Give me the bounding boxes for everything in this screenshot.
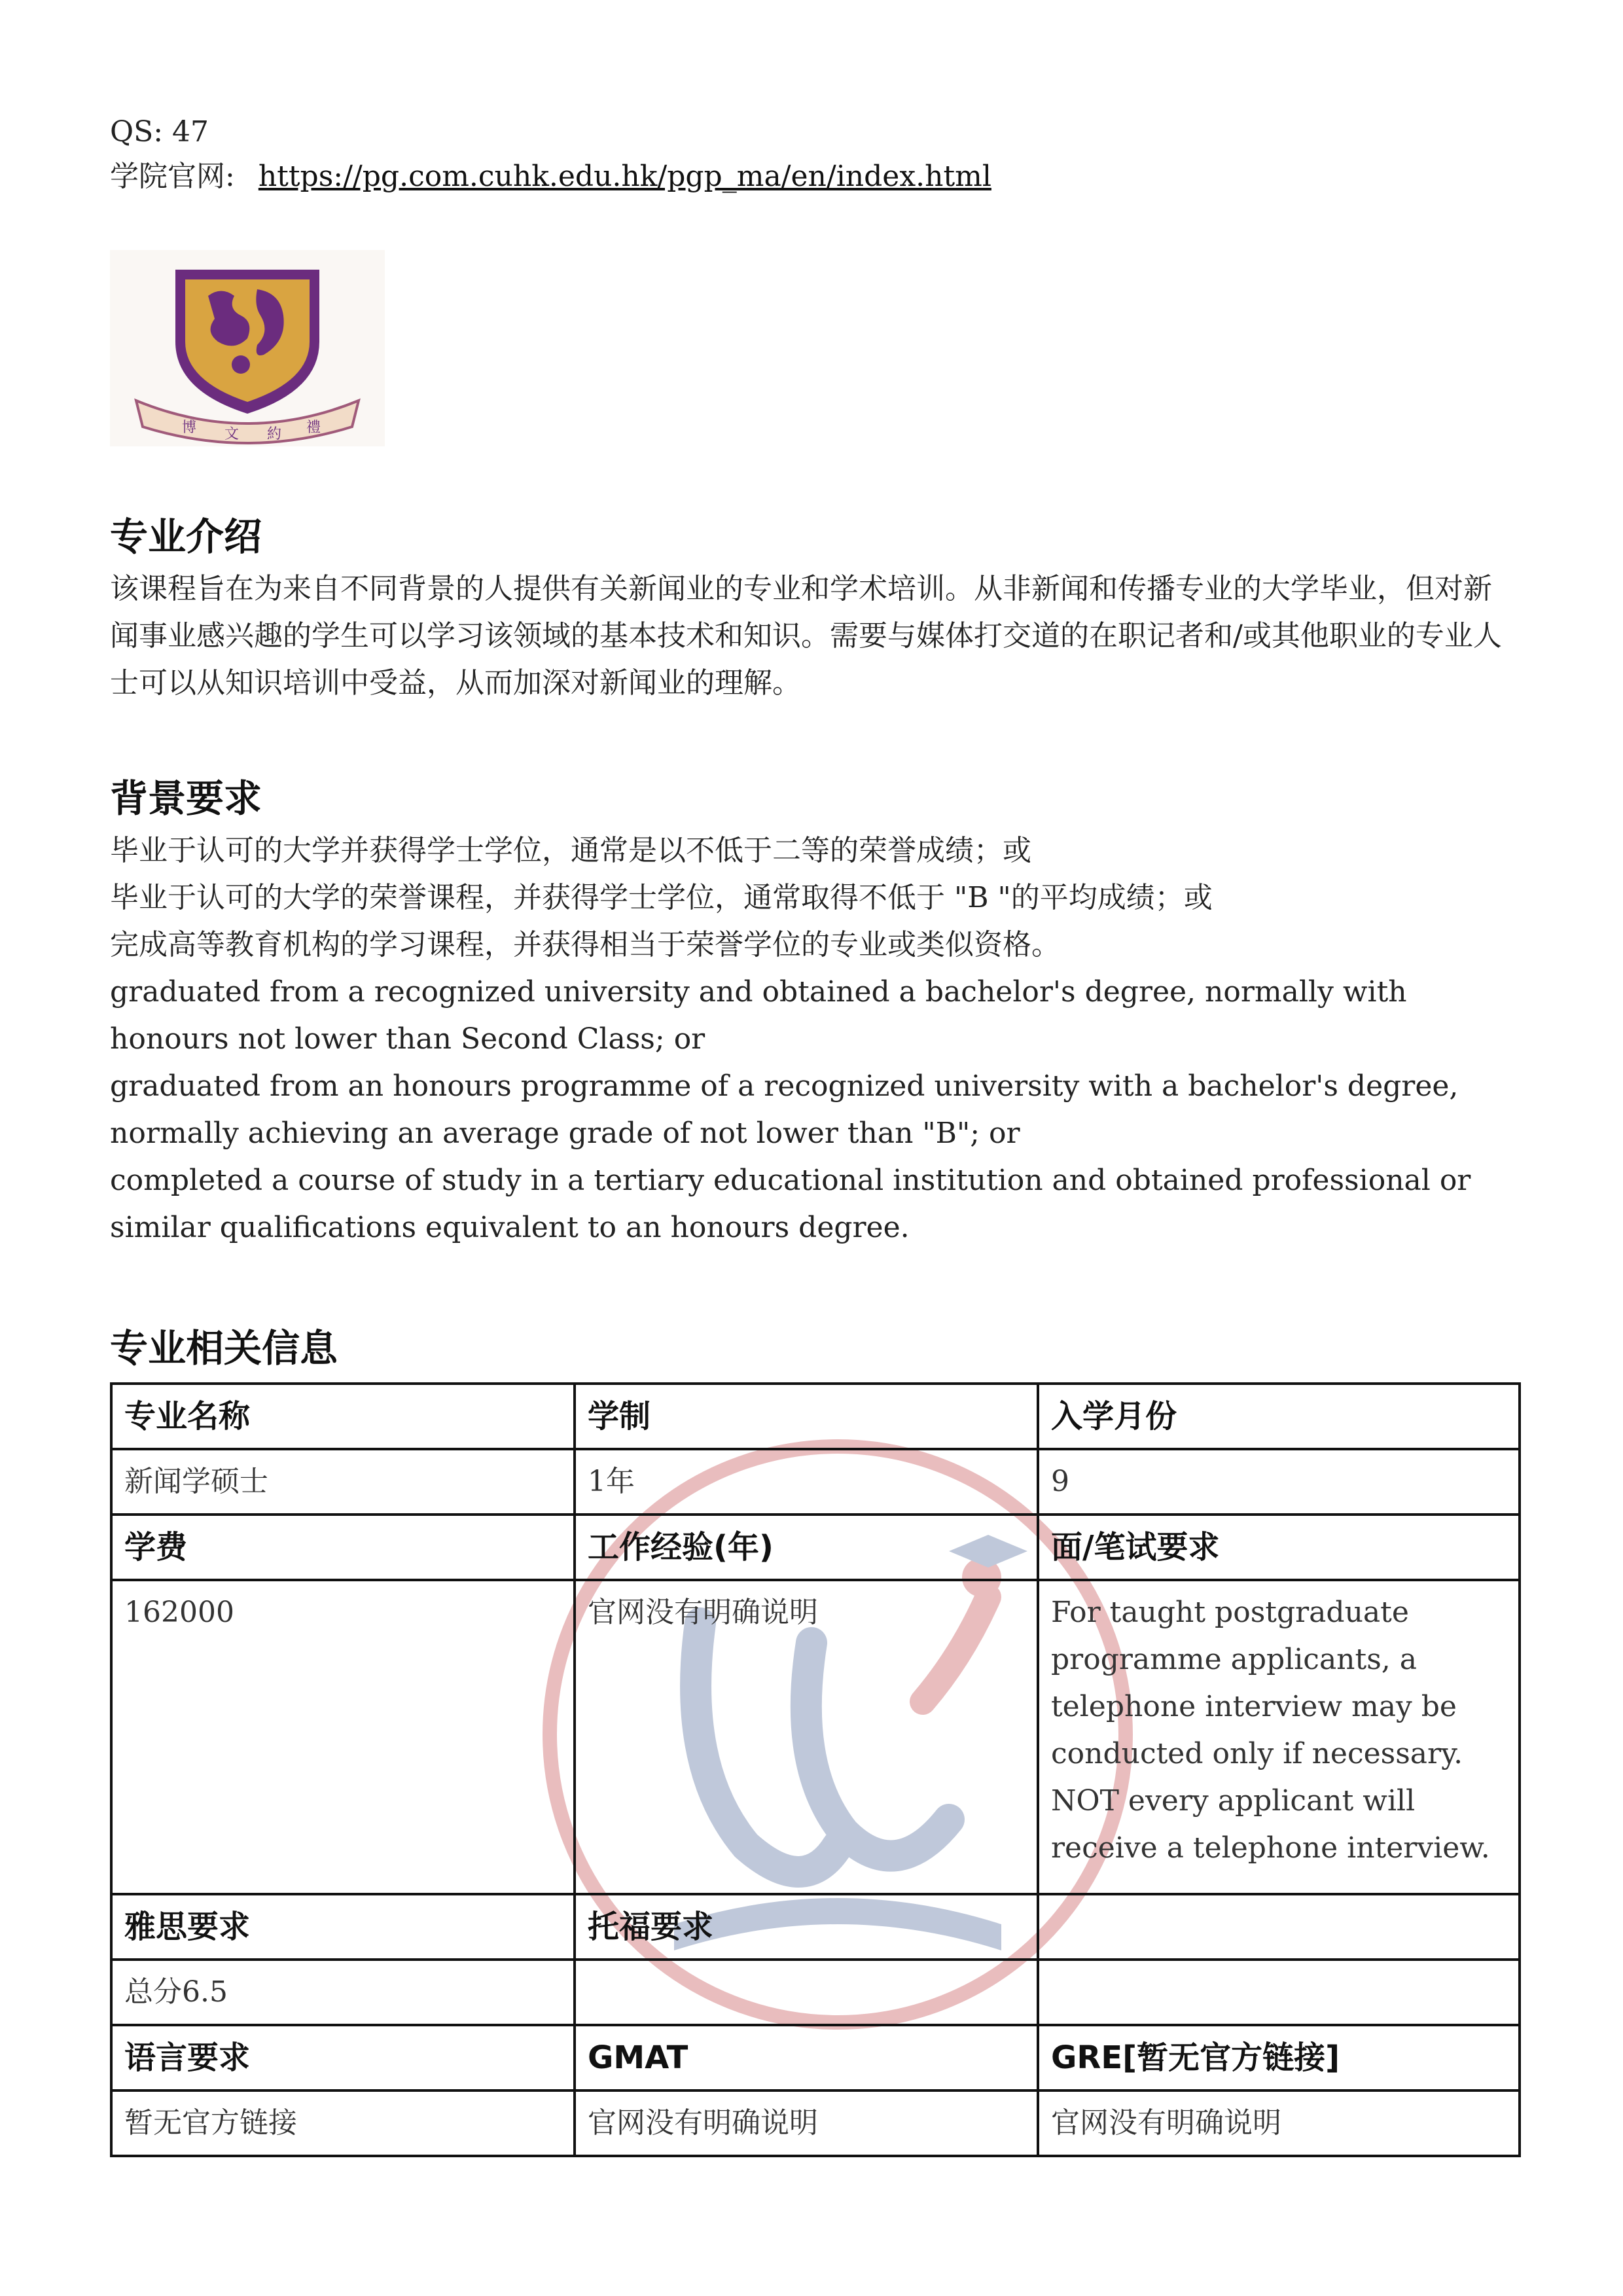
value-work-experience: 官网没有明确说明	[575, 1580, 1038, 1894]
program-info-table	[110, 1382, 1521, 2157]
crest-motto-2: 文	[224, 426, 240, 442]
background-line-cn-3: 完成高等教育机构的学习课程，并获得相当于荣誉学位的专业或类似资格。	[110, 928, 1060, 961]
background-line-en-2: graduated from an honours programme of a recognized university with a bachelor's degree, normally achieving an average grade of not lower than "B"; or	[110, 1069, 1459, 1150]
value-duration: 1年	[575, 1449, 1038, 1515]
header-gmat: GMAT	[575, 2025, 1038, 2090]
header-ielts: 雅思要求	[111, 1894, 575, 1960]
table-row	[111, 1384, 1520, 1449]
header-intake-month: 入学月份	[1038, 1384, 1520, 1449]
crest-motto-4: 禮	[306, 420, 321, 436]
background-line-en-3: completed a course of study in a tertiary educational institution and obtained professional or similar qualifications equivalent to an honours degree.	[110, 1164, 1471, 1244]
header-blank	[1038, 1894, 1520, 1960]
table-row	[111, 1960, 1520, 2025]
website-line	[110, 157, 991, 196]
header-tuition: 学费	[111, 1515, 575, 1580]
value-intake-month: 9	[1038, 1449, 1520, 1515]
background-line-cn-1: 毕业于认可的大学并获得学士学位，通常是以不低于二等的荣誉成绩；或	[110, 834, 1031, 867]
header-toefl: 托福要求	[575, 1894, 1038, 1960]
info-title: 专业相关信息	[110, 1326, 338, 1371]
table-row	[111, 1894, 1520, 1960]
table-row	[111, 1580, 1520, 1894]
table-row	[111, 1449, 1520, 1515]
background-line-en-1: graduated from a recognized university and obtained a bachelor's degree, normally with honours not lower than Second Class; or	[110, 975, 1407, 1056]
table-row	[111, 1515, 1520, 1580]
qs-value: 47	[172, 115, 209, 149]
value-toefl	[575, 1960, 1038, 2025]
header-interview: 面/笔试要求	[1038, 1515, 1520, 1580]
website-label: 学院官网:	[110, 160, 235, 193]
qs-label: QS:	[110, 115, 164, 149]
university-crest-logo	[110, 250, 385, 446]
background-title: 背景要求	[110, 776, 262, 821]
value-language: 暂无官方链接	[111, 2090, 575, 2156]
header-work-experience: 工作经验(年)	[575, 1515, 1038, 1580]
table-row	[111, 2090, 1520, 2156]
crest-motto-1: 博	[182, 420, 197, 436]
header-language: 语言要求	[111, 2025, 575, 2090]
value-interview: For taught postgraduate programme applicants, a telephone interview may be conducted only if necessary. NOT every applicant will receive a telephone interview.	[1038, 1580, 1520, 1894]
intro-text	[110, 565, 1517, 707]
value-gmat: 官网没有明确说明	[575, 2090, 1038, 2156]
crest-motto-3: 約	[267, 426, 282, 442]
background-text	[110, 827, 1517, 1251]
value-blank	[1038, 1960, 1520, 2025]
website-link[interactable]: https://pg.com.cuhk.edu.hk/pgp_ma/en/index.html	[258, 160, 991, 193]
header-duration: 学制	[575, 1384, 1038, 1449]
value-ielts: 总分6.5	[111, 1960, 575, 2025]
header-program-name: 专业名称	[111, 1384, 575, 1449]
intro-title: 专业介绍	[110, 514, 262, 559]
value-program-name: 新闻学硕士	[111, 1449, 575, 1515]
value-gre: 官网没有明确说明	[1038, 2090, 1520, 2156]
header-gre: GRE[暂无官方链接]	[1038, 2025, 1520, 2090]
background-line-cn-2: 毕业于认可的大学的荣誉课程，并获得学士学位，通常取得不低于 "B "的平均成绩；或	[110, 881, 1213, 914]
qs-ranking	[110, 113, 209, 152]
value-tuition: 162000	[111, 1580, 575, 1894]
table-row	[111, 2025, 1520, 2090]
intro-paragraph: 该课程旨在为来自不同背景的人提供有关新闻业的专业和学术培训。从非新闻和传播专业的大学毕业，但对新闻事业感兴趣的学生可以学习该领域的基本技术和知识。需要与媒体打交道的在职记者和/或其他职业的专业人士可以从知识培训中受益，从而加深对新闻业的理解。	[110, 572, 1502, 700]
